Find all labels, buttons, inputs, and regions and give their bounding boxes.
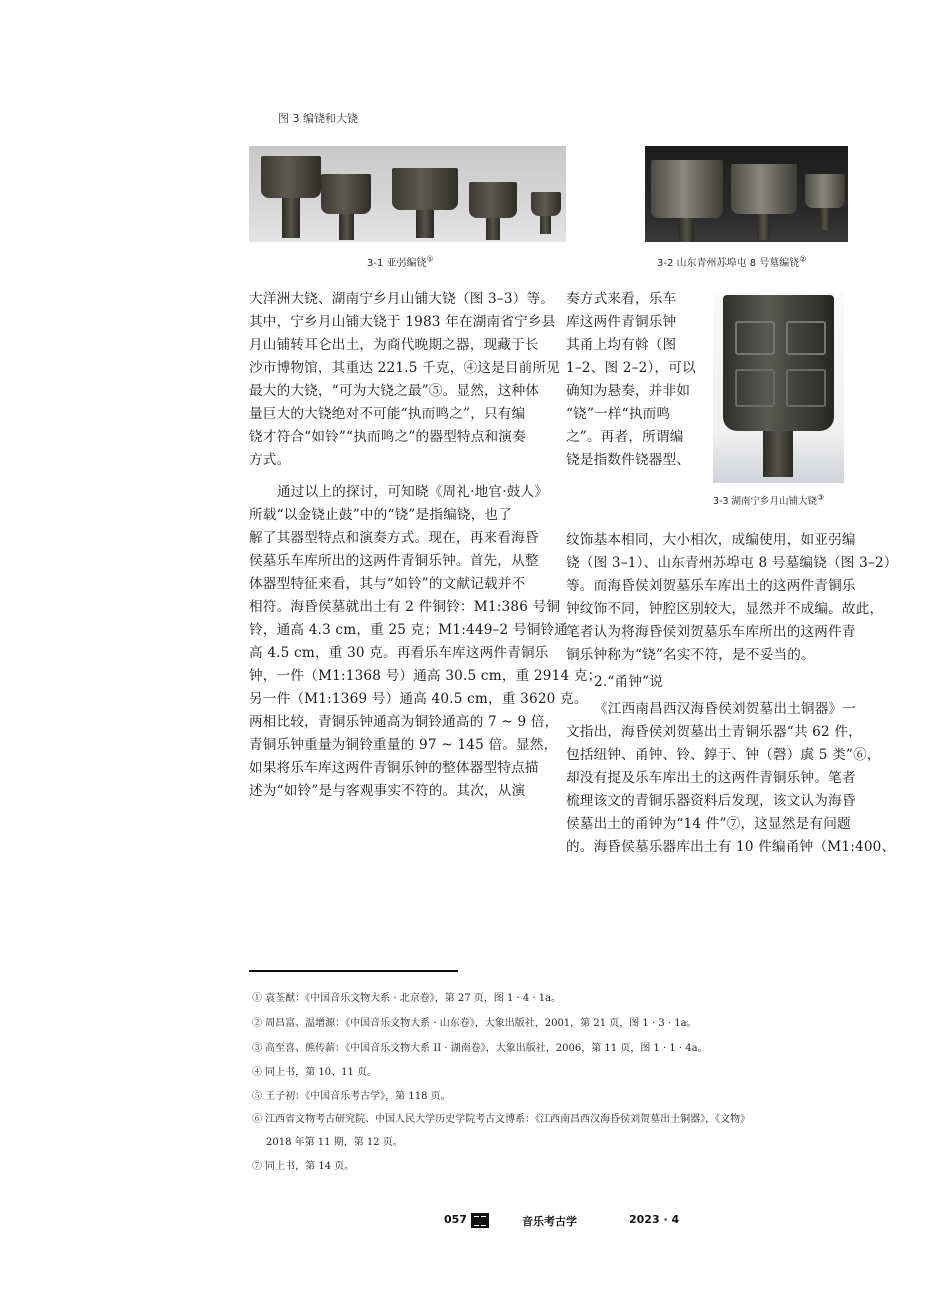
- text-line: 如果将乐车库这两件青铜乐钟的整体器型特点描: [249, 760, 539, 776]
- text-line: 1–2、图 2–2），可以: [566, 360, 696, 376]
- text-line: 铙（图 3–1）、山东青州苏埠屯 8 号墓编铙（图 3–2）: [566, 555, 898, 571]
- text-line: 之”。再者，所谓编: [566, 429, 684, 445]
- right-column-text: [566, 529, 898, 859]
- text-line: 月山铺转耳仑出土，为商代晚期之器，现藏于长: [249, 337, 539, 353]
- text-line: 大洋洲大铙、湖南宁乡月山铺大铙（图 3–3）等。: [249, 291, 555, 307]
- text-line: 最大的大铙，“可为大铙之最”⑤。显然，这种体: [249, 383, 540, 399]
- figure-photo-3-2: [645, 146, 848, 242]
- text-line: 铜乐钟称为“铙”名实不符，是不妥当的。: [566, 647, 815, 663]
- issue-number: 2023 · 4: [629, 1213, 680, 1226]
- text-line: 文指出，海昏侯刘贺墓出土青铜乐器“共 62 件，: [566, 724, 862, 740]
- section-heading: 2.“甬钟”说: [594, 674, 664, 690]
- footnote-4: ④ 同上书，第 10、11 页。: [252, 1067, 377, 1078]
- text-line: 另一件（M1:1369 号）通高 40.5 cm，重 3620 克。: [249, 691, 588, 707]
- footnote-2: ② 周昌富、温增源：《中国音乐文物大系 · 山东卷》，大象出版社，2001，第 21 页，图 1 · 3 · 1a。: [252, 1018, 697, 1029]
- journal-name: 音乐考古学: [522, 1215, 577, 1228]
- page-number: 057: [444, 1213, 467, 1226]
- text-line: 奏方式来看，乐车: [566, 291, 677, 307]
- left-column-text: [249, 288, 602, 803]
- text-line: 纹饰基本相同，大小相次，成编使用，如亚弜编: [566, 532, 856, 548]
- text-line: 其中，宁乡月山铺大铙于 1983 年在湖南省宁乡县: [249, 314, 556, 330]
- figure-title: 图 3 编铙和大铙: [278, 112, 358, 125]
- text-line: 铙才符合“如铃”“执而鸣之”的器型特点和演奏: [249, 429, 526, 445]
- text-line: 铃，通高 4.3 cm，重 25 克；M1:449–2 号铜铃通: [249, 622, 569, 638]
- text-line: 通过以上的探讨，可知晓《周礼·地官·鼓人》: [277, 484, 549, 500]
- text-line: 体器型特征来看，其与“如铃”的文献记载并不: [249, 576, 526, 592]
- text-line: 两相比较，青铜乐钟通高为铜铃通高的 7 ~ 9 倍，: [249, 714, 559, 730]
- footnote-1: ① 袁荃猷：《中国音乐文物大系 · 北京卷》，第 27 页，图 1 · 4 · 1a。: [252, 993, 562, 1004]
- footnote-3: ③ 高至喜、熊传薪：《中国音乐文物大系 II · 湖南卷》，大象出版社，2006，第 11 页，图 1 · 1 · 4a。: [252, 1043, 708, 1054]
- figure-photo-3-1: [249, 146, 566, 242]
- text-line: 铙是指数件铙器型、: [566, 452, 691, 468]
- footnote-6: ⑥ 江西省文物考古研究院、中国人民大学历史学院考古文博系：《江西南昌西汉海昏侯刘贺墓出土铜器》，《文物》: [252, 1114, 751, 1125]
- text-line: 沙市博物馆，其重达 221.5 千克，④这是目前所见: [249, 360, 561, 376]
- text-line: 述为“如铃”是与客观事实不符的。其次，从演: [249, 783, 526, 799]
- figure-caption-3-2: 3-2 山东青州苏埠屯 8 号墓编铙②: [657, 254, 807, 269]
- text-line: 却没有提及乐车库出土的这两件青铜乐钟。笔者: [566, 770, 856, 786]
- text-line: 梳理该文的青铜乐器资料后发现，该文认为海昏: [566, 793, 856, 809]
- text-line: 包括纽钟、甬钟、铃、錞于、钟（磬）虡 5 类”⑥，: [566, 747, 881, 763]
- right-column-wrap-text: [566, 288, 706, 472]
- text-line: 量巨大的大铙绝对不可能“执而鸣之”，只有编: [249, 406, 526, 422]
- text-line: 青铜乐钟重量为铜铃重量的 97 ~ 145 倍。显然，: [249, 737, 558, 753]
- text-line: 《江西南昌西汉海昏侯刘贺墓出土铜器》一: [594, 701, 857, 717]
- figure-caption-3-1: 3-1 亚弜编铙①: [367, 254, 434, 269]
- text-line: 确知为悬奏，并非如: [566, 383, 691, 399]
- text-line: 侯墓乐车库所出的这两件青铜乐钟。首先，从整: [249, 553, 539, 569]
- footnote-5: ⑤ 王子初：《中国音乐考古学》，第 118 页。: [252, 1091, 451, 1102]
- text-line: 解了其器型特点和演奏方式。现在，再来看海昏: [249, 530, 539, 546]
- text-line: 所载“以金铙止鼓”中的“铙”是指编铙，也了: [249, 507, 513, 523]
- book-icon: [471, 1213, 489, 1228]
- footnote-7: ⑦ 同上书，第 14 页。: [252, 1161, 355, 1172]
- text-line: 侯墓出土的甬钟为“14 件”⑦，这显然是有问题: [566, 816, 851, 832]
- text-line: 钟纹饰不同，钟腔区别较大，显然并不成编。故此，: [566, 601, 884, 617]
- figure-caption-3-3: 3-3 湖南宁乡月山铺大铙③: [713, 493, 825, 508]
- text-line: “铙”一样“执而鸣: [566, 406, 671, 422]
- text-line: 库这两件青铜乐钟: [566, 314, 677, 330]
- text-line: 相符。海昏侯墓就出土有 2 件铜铃：M1:386 号铜: [249, 599, 561, 615]
- text-line: 其甬上均有斡（图: [566, 337, 677, 353]
- text-line: 的。海昏侯墓乐器库出土有 10 件编甬钟（M1:400、: [566, 839, 896, 855]
- text-line: 钟，一件（M1:1368 号）通高 30.5 cm，重 2914 克；: [249, 668, 602, 684]
- figure-photo-3-3: [713, 293, 844, 483]
- footnote-divider: [249, 970, 458, 972]
- text-line: 方式。: [249, 452, 291, 468]
- footnote-6-cont: 2018 年第 11 期，第 12 页。: [266, 1137, 403, 1148]
- text-line: 笔者认为将海昏侯刘贺墓乐车库所出的这两件青: [566, 624, 856, 640]
- text-line: 高 4.5 cm，重 30 克。再看乐车库这两件青铜乐: [249, 645, 549, 661]
- text-line: 等。而海昏侯刘贺墓乐车库出土的这两件青铜乐: [566, 578, 856, 594]
